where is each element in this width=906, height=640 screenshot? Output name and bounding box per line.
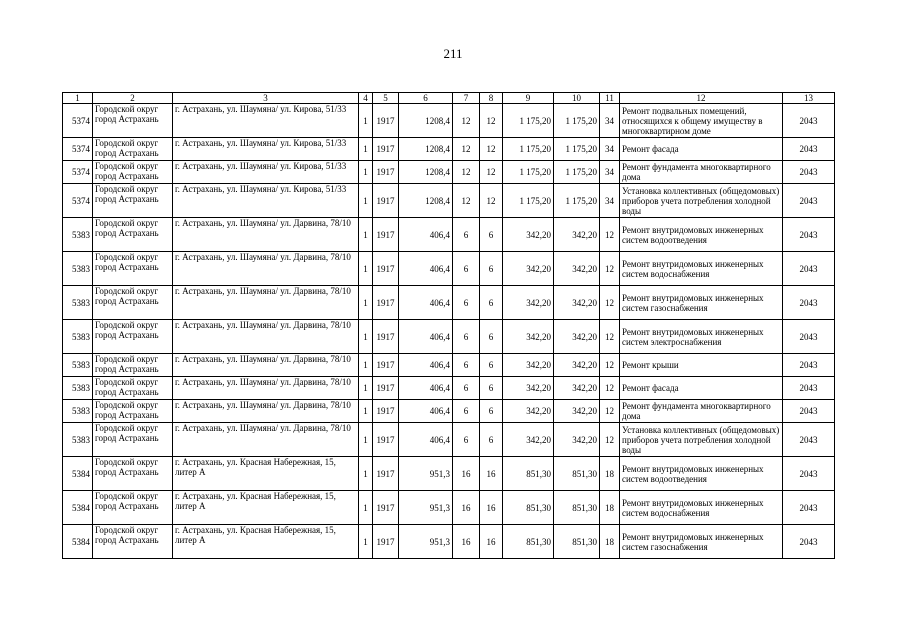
col7-cell: 16 (453, 491, 480, 525)
col7-cell: 16 (453, 525, 480, 559)
work-type-cell: Ремонт фундамента многоквартирного дома (620, 400, 783, 423)
column-header: 7 (453, 93, 480, 104)
address-cell: г. Астрахань, ул. Шаумяна/ ул. Кирова, 51/33 (173, 104, 359, 138)
period-cell: 2043 (783, 400, 835, 423)
table-row (63, 161, 835, 184)
col8-cell: 6 (480, 218, 503, 252)
year-cell: 1917 (373, 457, 399, 491)
col7-cell: 6 (453, 423, 480, 457)
col4-cell: 1 (359, 400, 373, 423)
work-type-cell: Ремонт внутридомовых инженерных систем газоснабжения (620, 286, 783, 320)
period-cell: 2043 (783, 525, 835, 559)
table-row (63, 104, 835, 138)
address-cell: г. Астрахань, ул. Шаумяна/ ул. Кирова, 51/33 (173, 184, 359, 218)
cost1-cell: 342,20 (503, 320, 554, 354)
cost1-cell: 342,20 (503, 354, 554, 377)
table-row (63, 286, 835, 320)
year-cell: 1917 (373, 423, 399, 457)
cost1-cell: 342,20 (503, 218, 554, 252)
work-type-cell: Установка коллективных (общедомовых) приборов учета потребления холодной воды (620, 184, 783, 218)
area-cell: 406,4 (399, 218, 453, 252)
cost2-cell: 851,30 (554, 491, 600, 525)
col8-cell: 16 (480, 491, 503, 525)
table-body (63, 104, 835, 559)
column-header: 12 (620, 93, 783, 104)
area-cell: 406,4 (399, 354, 453, 377)
work-type-cell: Ремонт внутридомовых инженерных систем водоснабжения (620, 491, 783, 525)
year-cell: 1917 (373, 400, 399, 423)
col4-cell: 1 (359, 354, 373, 377)
col11-cell: 18 (600, 491, 620, 525)
cost2-cell: 1 175,20 (554, 104, 600, 138)
table-row (63, 354, 835, 377)
cost2-cell: 342,20 (554, 286, 600, 320)
col7-cell: 16 (453, 457, 480, 491)
cost1-cell: 851,30 (503, 525, 554, 559)
municipality-cell: Городской округ город Астрахань (93, 457, 173, 491)
house-id-cell: 5383 (63, 286, 93, 320)
col11-cell: 12 (600, 286, 620, 320)
col4-cell: 1 (359, 104, 373, 138)
address-cell: г. Астрахань, ул. Шаумяна/ ул. Дарвина, 78/10 (173, 354, 359, 377)
col11-cell: 34 (600, 161, 620, 184)
year-cell: 1917 (373, 184, 399, 218)
col8-cell: 6 (480, 423, 503, 457)
period-cell: 2043 (783, 491, 835, 525)
period-cell: 2043 (783, 457, 835, 491)
period-cell: 2043 (783, 286, 835, 320)
cost2-cell: 342,20 (554, 320, 600, 354)
house-id-cell: 5384 (63, 491, 93, 525)
house-id-cell: 5374 (63, 138, 93, 161)
work-type-cell: Ремонт внутридомовых инженерных систем водоотведения (620, 218, 783, 252)
col7-cell: 6 (453, 320, 480, 354)
work-type-cell: Ремонт фундамента многоквартирного дома (620, 161, 783, 184)
period-cell: 2043 (783, 138, 835, 161)
address-cell: г. Астрахань, ул. Шаумяна/ ул. Дарвина, 78/10 (173, 252, 359, 286)
cost1-cell: 342,20 (503, 252, 554, 286)
col7-cell: 6 (453, 286, 480, 320)
year-cell: 1917 (373, 491, 399, 525)
year-cell: 1917 (373, 104, 399, 138)
area-cell: 1208,4 (399, 138, 453, 161)
cost1-cell: 1 175,20 (503, 184, 554, 218)
municipality-cell: Городской округ город Астрахань (93, 423, 173, 457)
col4-cell: 1 (359, 252, 373, 286)
column-header: 13 (783, 93, 835, 104)
col11-cell: 12 (600, 423, 620, 457)
year-cell: 1917 (373, 161, 399, 184)
col7-cell: 6 (453, 218, 480, 252)
house-id-cell: 5383 (63, 400, 93, 423)
house-id-cell: 5384 (63, 525, 93, 559)
table-row (63, 423, 835, 457)
period-cell: 2043 (783, 423, 835, 457)
address-cell: г. Астрахань, ул. Шаумяна/ ул. Дарвина, 78/10 (173, 377, 359, 400)
cost1-cell: 342,20 (503, 423, 554, 457)
column-header: 4 (359, 93, 373, 104)
cost1-cell: 342,20 (503, 286, 554, 320)
cost1-cell: 1 175,20 (503, 104, 554, 138)
house-id-cell: 5374 (63, 184, 93, 218)
table-row (63, 525, 835, 559)
col4-cell: 1 (359, 218, 373, 252)
col4-cell: 1 (359, 320, 373, 354)
area-cell: 1208,4 (399, 184, 453, 218)
col11-cell: 18 (600, 457, 620, 491)
col7-cell: 12 (453, 184, 480, 218)
municipality-cell: Городской округ город Астрахань (93, 320, 173, 354)
area-cell: 406,4 (399, 286, 453, 320)
table-row (63, 320, 835, 354)
period-cell: 2043 (783, 320, 835, 354)
column-header: 6 (399, 93, 453, 104)
cost2-cell: 342,20 (554, 377, 600, 400)
work-type-cell: Ремонт внутридомовых инженерных систем газоснабжения (620, 525, 783, 559)
table-row (63, 252, 835, 286)
col11-cell: 12 (600, 354, 620, 377)
col4-cell: 1 (359, 138, 373, 161)
table-row (63, 138, 835, 161)
col11-cell: 34 (600, 184, 620, 218)
year-cell: 1917 (373, 320, 399, 354)
cost1-cell: 342,20 (503, 400, 554, 423)
col8-cell: 6 (480, 400, 503, 423)
address-cell: г. Астрахань, ул. Шаумяна/ ул. Кирова, 51/33 (173, 161, 359, 184)
col4-cell: 1 (359, 457, 373, 491)
area-cell: 406,4 (399, 320, 453, 354)
municipality-cell: Городской округ город Астрахань (93, 491, 173, 525)
house-id-cell: 5384 (63, 457, 93, 491)
cost2-cell: 342,20 (554, 400, 600, 423)
col8-cell: 12 (480, 104, 503, 138)
col4-cell: 1 (359, 423, 373, 457)
col8-cell: 12 (480, 184, 503, 218)
page-number: 211 (443, 46, 463, 61)
year-cell: 1917 (373, 252, 399, 286)
cost2-cell: 342,20 (554, 423, 600, 457)
municipality-cell: Городской округ город Астрахань (93, 354, 173, 377)
municipality-cell: Городской округ город Астрахань (93, 104, 173, 138)
table-header-row (63, 93, 835, 104)
cost2-cell: 1 175,20 (554, 138, 600, 161)
period-cell: 2043 (783, 354, 835, 377)
work-type-cell: Ремонт внутридомовых инженерных систем водоснабжения (620, 252, 783, 286)
column-header: 9 (503, 93, 554, 104)
address-cell: г. Астрахань, ул. Красная Набережная, 15, литер А (173, 491, 359, 525)
area-cell: 406,4 (399, 252, 453, 286)
municipality-cell: Городской округ город Астрахань (93, 138, 173, 161)
address-cell: г. Астрахань, ул. Шаумяна/ ул. Кирова, 51/33 (173, 138, 359, 161)
col11-cell: 12 (600, 320, 620, 354)
cost2-cell: 851,30 (554, 457, 600, 491)
address-cell: г. Астрахань, ул. Шаумяна/ ул. Дарвина, 78/10 (173, 286, 359, 320)
area-cell: 1208,4 (399, 161, 453, 184)
period-cell: 2043 (783, 218, 835, 252)
col11-cell: 12 (600, 400, 620, 423)
cost2-cell: 342,20 (554, 354, 600, 377)
municipality-cell: Городской округ город Астрахань (93, 377, 173, 400)
col11-cell: 18 (600, 525, 620, 559)
col7-cell: 12 (453, 161, 480, 184)
col11-cell: 12 (600, 218, 620, 252)
house-id-cell: 5383 (63, 354, 93, 377)
col4-cell: 1 (359, 377, 373, 400)
col7-cell: 6 (453, 377, 480, 400)
municipality-cell: Городской округ город Астрахань (93, 161, 173, 184)
col8-cell: 12 (480, 138, 503, 161)
column-header: 10 (554, 93, 600, 104)
col4-cell: 1 (359, 491, 373, 525)
cost2-cell: 851,30 (554, 525, 600, 559)
house-id-cell: 5383 (63, 377, 93, 400)
column-header: 8 (480, 93, 503, 104)
period-cell: 2043 (783, 104, 835, 138)
period-cell: 2043 (783, 184, 835, 218)
municipality-cell: Городской округ город Астрахань (93, 286, 173, 320)
col8-cell: 16 (480, 525, 503, 559)
cost2-cell: 1 175,20 (554, 184, 600, 218)
cost2-cell: 342,20 (554, 218, 600, 252)
table-row (63, 400, 835, 423)
col7-cell: 6 (453, 400, 480, 423)
municipality-cell: Городской округ город Астрахань (93, 400, 173, 423)
address-cell: г. Астрахань, ул. Шаумяна/ ул. Дарвина, 78/10 (173, 218, 359, 252)
year-cell: 1917 (373, 354, 399, 377)
cost1-cell: 342,20 (503, 377, 554, 400)
col11-cell: 34 (600, 104, 620, 138)
col4-cell: 1 (359, 525, 373, 559)
house-id-cell: 5383 (63, 218, 93, 252)
address-cell: г. Астрахань, ул. Шаумяна/ ул. Дарвина, 78/10 (173, 320, 359, 354)
col4-cell: 1 (359, 161, 373, 184)
year-cell: 1917 (373, 377, 399, 400)
area-cell: 406,4 (399, 400, 453, 423)
cost1-cell: 851,30 (503, 491, 554, 525)
column-header: 11 (600, 93, 620, 104)
column-header: 2 (93, 93, 173, 104)
col4-cell: 1 (359, 184, 373, 218)
col11-cell: 34 (600, 138, 620, 161)
year-cell: 1917 (373, 525, 399, 559)
area-cell: 951,3 (399, 457, 453, 491)
house-id-cell: 5383 (63, 252, 93, 286)
col8-cell: 6 (480, 286, 503, 320)
year-cell: 1917 (373, 138, 399, 161)
work-type-cell: Ремонт внутридомовых инженерных систем водоотведения (620, 457, 783, 491)
col8-cell: 6 (480, 252, 503, 286)
house-id-cell: 5383 (63, 320, 93, 354)
table-row (63, 377, 835, 400)
year-cell: 1917 (373, 286, 399, 320)
work-type-cell: Ремонт крыши (620, 354, 783, 377)
address-cell: г. Астрахань, ул. Красная Набережная, 15, литер А (173, 457, 359, 491)
address-cell: г. Астрахань, ул. Красная Набережная, 15, литер А (173, 525, 359, 559)
area-cell: 951,3 (399, 525, 453, 559)
col7-cell: 12 (453, 138, 480, 161)
work-type-cell: Установка коллективных (общедомовых) приборов учета потребления холодной воды (620, 423, 783, 457)
area-cell: 951,3 (399, 491, 453, 525)
work-type-cell: Ремонт фасада (620, 138, 783, 161)
table-row (63, 491, 835, 525)
col7-cell: 12 (453, 104, 480, 138)
col8-cell: 16 (480, 457, 503, 491)
table-row (63, 218, 835, 252)
house-id-cell: 5374 (63, 161, 93, 184)
col8-cell: 6 (480, 354, 503, 377)
cost2-cell: 1 175,20 (554, 161, 600, 184)
work-type-cell: Ремонт внутридомовых инженерных систем электроснабжения (620, 320, 783, 354)
year-cell: 1917 (373, 218, 399, 252)
column-header: 3 (173, 93, 359, 104)
column-header: 5 (373, 93, 399, 104)
cost1-cell: 851,30 (503, 457, 554, 491)
municipality-cell: Городской округ город Астрахань (93, 184, 173, 218)
municipality-cell: Городской округ город Астрахань (93, 252, 173, 286)
address-cell: г. Астрахань, ул. Шаумяна/ ул. Дарвина, 78/10 (173, 423, 359, 457)
col8-cell: 6 (480, 320, 503, 354)
period-cell: 2043 (783, 161, 835, 184)
work-type-cell: Ремонт подвальных помещений, относящихся к общему имуществу в многоквартирном доме (620, 104, 783, 138)
area-cell: 1208,4 (399, 104, 453, 138)
period-cell: 2043 (783, 377, 835, 400)
municipality-cell: Городской округ город Астрахань (93, 218, 173, 252)
col11-cell: 12 (600, 252, 620, 286)
cost1-cell: 1 175,20 (503, 161, 554, 184)
area-cell: 406,4 (399, 377, 453, 400)
table-row (63, 184, 835, 218)
repair-program-table (62, 92, 835, 559)
area-cell: 406,4 (399, 423, 453, 457)
work-type-cell: Ремонт фасада (620, 377, 783, 400)
column-header: 1 (63, 93, 93, 104)
col11-cell: 12 (600, 377, 620, 400)
col4-cell: 1 (359, 286, 373, 320)
municipality-cell: Городской округ город Астрахань (93, 525, 173, 559)
address-cell: г. Астрахань, ул. Шаумяна/ ул. Дарвина, 78/10 (173, 400, 359, 423)
col7-cell: 6 (453, 354, 480, 377)
period-cell: 2043 (783, 252, 835, 286)
cost1-cell: 1 175,20 (503, 138, 554, 161)
col8-cell: 12 (480, 161, 503, 184)
house-id-cell: 5374 (63, 104, 93, 138)
col7-cell: 6 (453, 252, 480, 286)
cost2-cell: 342,20 (554, 252, 600, 286)
col8-cell: 6 (480, 377, 503, 400)
table-row (63, 457, 835, 491)
house-id-cell: 5383 (63, 423, 93, 457)
